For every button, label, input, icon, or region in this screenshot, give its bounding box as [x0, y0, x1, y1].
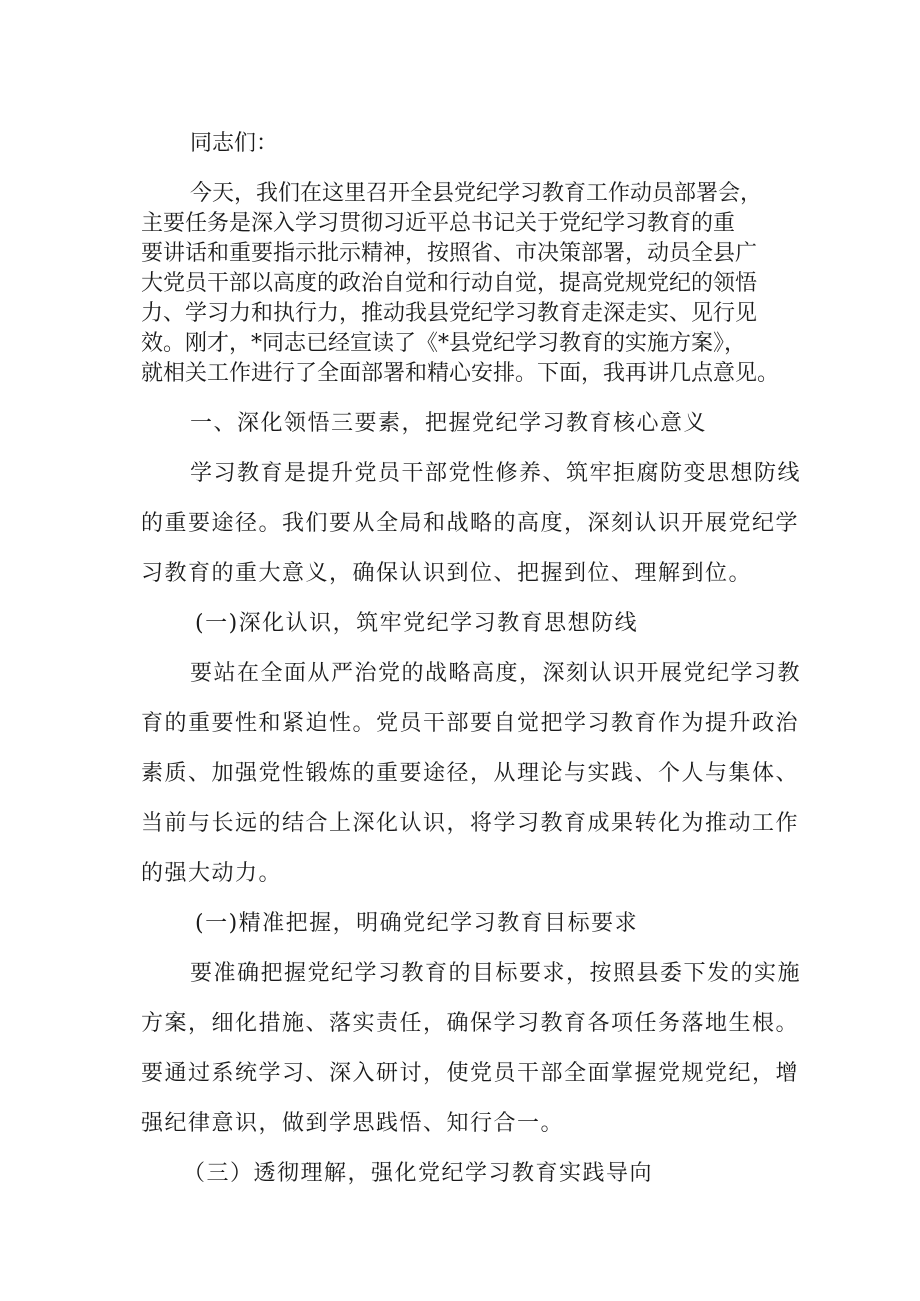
intro-line: 力、学习力和执行力，推动我县党纪学习教育走深走实、见行见	[141, 301, 758, 326]
body-line: 素质、加强党性锻炼的重要途径，从理论与实践、个人与集体、	[141, 761, 800, 786]
section-heading: 一、深化领悟三要素，把握党纪学习教育核心意义	[190, 411, 708, 436]
body-line: 强纪律意识，做到学思践悟、知行合一。	[141, 1111, 565, 1136]
body-line: 的强大动力。	[141, 861, 283, 886]
body-line: 育的重要性和紧迫性。党员干部要自觉把学习教育作为提升政治	[141, 711, 800, 736]
intro-line: 就相关工作进行了全面部署和精心安排。下面，我再讲几点意见。	[141, 361, 780, 386]
body-line: 方案，细化措施、落实责任，确保学习教育各项任务落地生根。	[141, 1011, 800, 1036]
body-line: 的重要途径。我们要从全局和战略的高度，深刻认识开展党纪学	[141, 511, 800, 536]
intro-line: 大党员干部以高度的政治自觉和行动自觉，提高党规党纪的领悟	[141, 271, 758, 296]
intro-line: 今天，我们在这里召开全县党纪学习教育工作动员部署会，	[190, 181, 763, 206]
intro-line: 效。刚才，*同志已经宣读了《*县党纪学习教育的实施方案》，	[141, 331, 747, 356]
body-line: 习教育的重大意义，确保认识到位、把握到位、理解到位。	[141, 561, 753, 586]
body-line: 要站在全面从严治党的战略高度，深刻认识开展党纪学习教	[190, 661, 802, 686]
intro-line: 主要任务是深入学习贯彻习近平总书记关于党纪学习教育的重	[141, 211, 736, 236]
subsection-heading: (一)深化认识，筑牢党纪学习教育思想防线	[195, 611, 639, 636]
body-line: 学习教育是提升党员干部党性修养、筑牢拒腐防变思想防线	[190, 461, 802, 486]
subsection-heading: (一)精准把握，明确党纪学习教育目标要求	[195, 911, 639, 936]
body-line: 当前与长远的结合上深化认识，将学习教育成果转化为推动工作	[141, 811, 800, 836]
body-line: 要通过系统学习、深入研讨，使党员干部全面掌握党规党纪，增	[141, 1061, 800, 1086]
greeting: 同志们：	[190, 131, 279, 156]
body-line: 要准确把握党纪学习教育的目标要求，按照县委下发的实施	[190, 961, 802, 986]
subsection-heading: （三）透彻理解，强化党纪学习教育实践导向	[183, 1161, 654, 1186]
intro-line: 要讲话和重要指示批示精神，按照省、市决策部署，动员全县广	[141, 241, 758, 266]
